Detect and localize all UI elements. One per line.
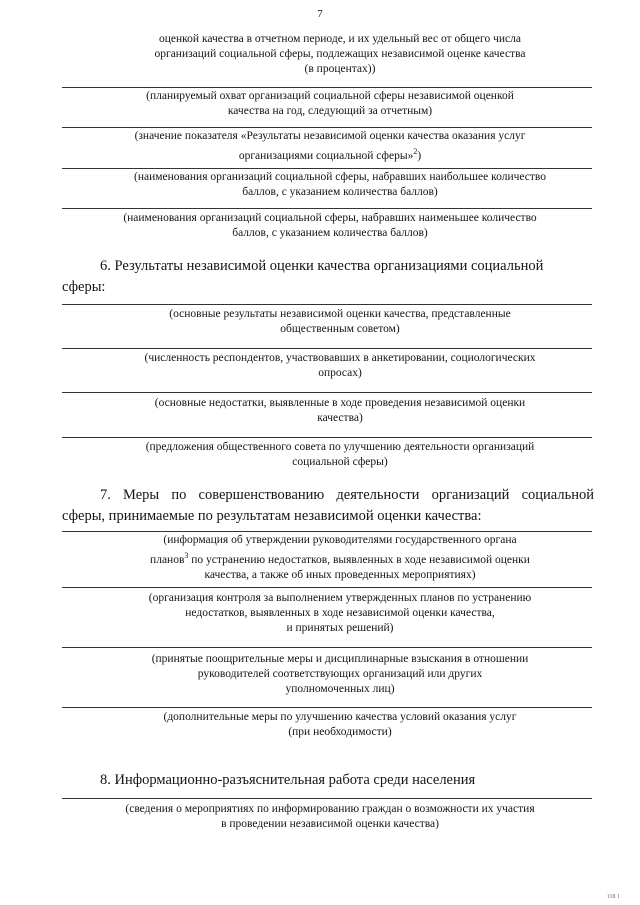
fill-line — [62, 168, 592, 169]
main-results-caption: (основные результаты независимой оценки качества, представленные общественным советом) — [169, 308, 511, 335]
additional-measures-caption: (дополнительные меры по улучшению качества условий оказания услуг (при необходимости) — [163, 711, 517, 738]
respondents-caption: (численность респондентов, участвовавших в анкетировании, социологических опросах) — [144, 352, 536, 379]
fill-line — [62, 392, 592, 393]
shortcomings-caption: (основные недостатки, выявленные в ходе проведения независимой оценки качества) — [154, 397, 526, 424]
planned-coverage-caption: (планируемый охват организаций социальной сферы независимой оценкой качества на год, следующий за отчетным) — [146, 90, 514, 117]
highest-score-caption: (наименования организаций социальной сферы, набравших наибольшее количество баллов, с указанием количества баллов) — [133, 171, 547, 198]
corner-scan-mark: 118 1 — [606, 894, 620, 900]
incentive-measures-caption: (принятые поощрительные меры и дисциплинарные взыскания в отношении руководителей соответствующих организаций или других уполномоченных лиц) — [151, 653, 529, 695]
fill-line — [62, 87, 592, 88]
fill-line — [62, 798, 592, 799]
control-organization-caption: (организация контроля за выполнением утвержденных планов по устранению недостатков, выявленных в ходе независимой оценки качества, и принятых решений) — [148, 592, 532, 634]
fill-line — [62, 531, 592, 532]
fill-line — [62, 127, 592, 128]
fill-line — [62, 304, 592, 305]
information-events-caption: (сведения о мероприятиях по информированию граждан о возможности их участия в проведении независимой оценки качества) — [125, 803, 535, 830]
council-proposals-caption: (предложения общественного совета по улучшению деятельности организаций социальной сферы) — [145, 441, 535, 468]
indicator-value-caption: (значение показателя «Результаты независимой оценки качества оказания услуг организациями социальной сферы»$^2$) — [134, 130, 526, 162]
fill-line — [62, 647, 592, 648]
fill-line — [62, 587, 592, 588]
fill-line — [62, 437, 592, 438]
lowest-score-caption: (наименования организаций социальной сферы, набравших наименьшее количество баллов, с указанием количества баллов) — [123, 212, 537, 239]
plans-approval-caption: (информация об утверждении руководителями государственного органа планов$^3$ по устранению недостатков, выявленных в ходе независимой оценки качества, а также об иных проведенных мероприятиях) — [150, 534, 530, 581]
share-caption: оценкой качества в отчетном периоде, и их удельный вес от общего числа организаций социальной сферы, подлежащих независимой оценке качества (в процентах)) — [154, 33, 526, 75]
section-7-heading: 7. Меры по совершенствованию деятельности организаций социальной сферы, принимаемые по результатам независимой оценки качества: — [62, 487, 594, 524]
section-6-heading: 6. Результаты независимой оценки качества организациями социальной сферы: — [62, 258, 544, 295]
section-8-heading: 8. Информационно-разъяснительная работа среди населения — [100, 772, 476, 788]
fill-line — [62, 707, 592, 708]
fill-line — [62, 348, 592, 349]
fill-line — [62, 208, 592, 209]
page-number: 7 — [317, 8, 323, 20]
